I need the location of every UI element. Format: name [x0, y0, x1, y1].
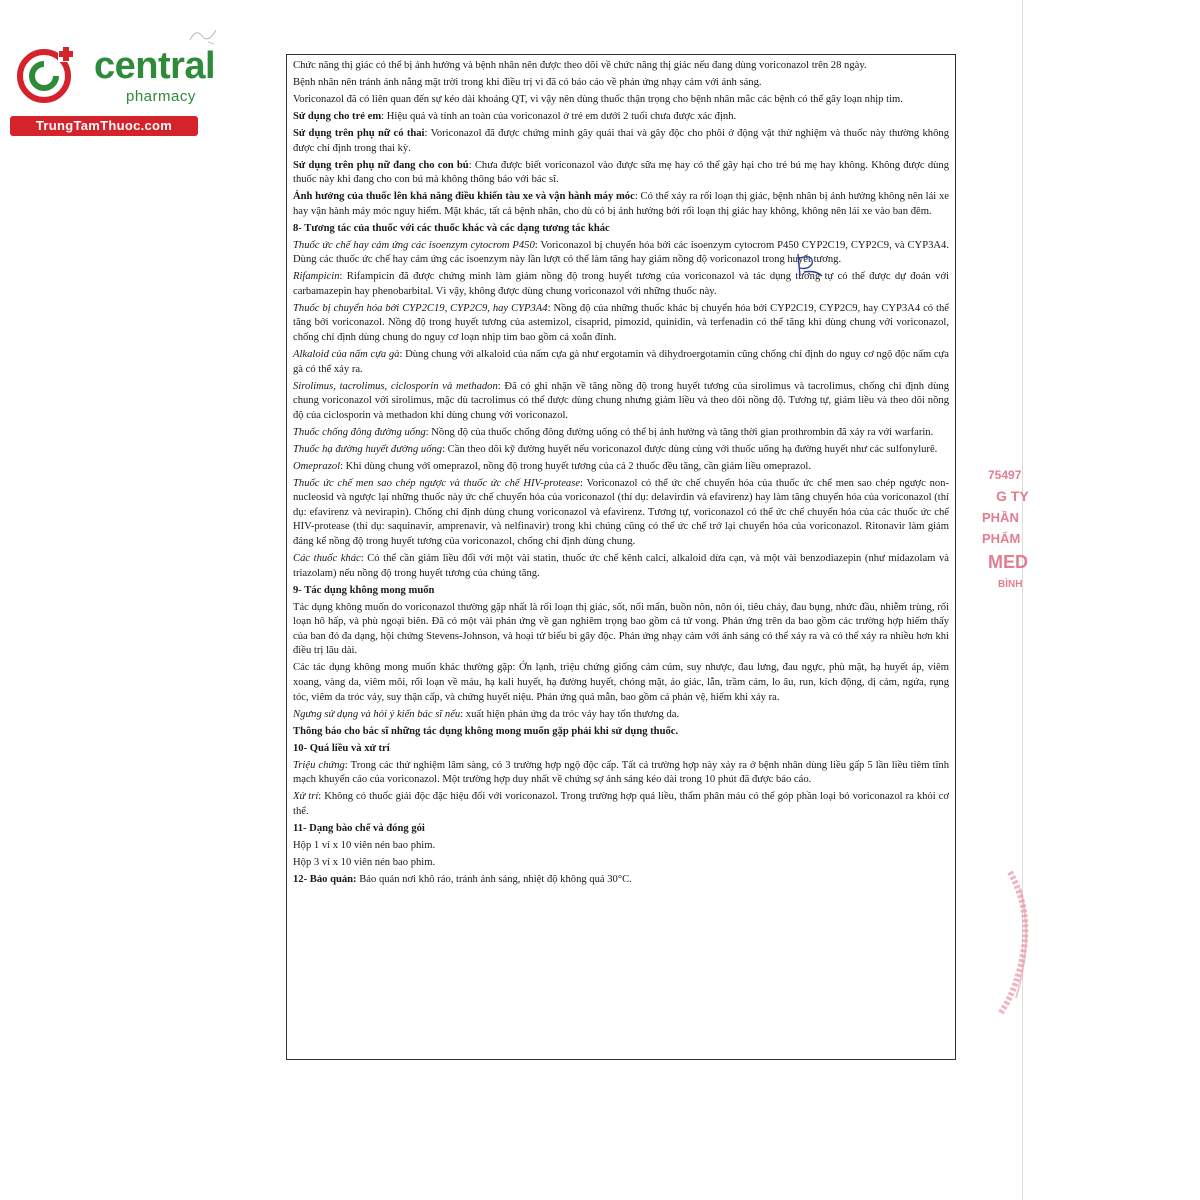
paragraph [293, 661, 949, 705]
paragraph-text: Bệnh nhân nên tránh ánh nắng mặt trời trong khi điều trị vì đã có báo cáo về phản ứng nhạy cảm với ánh sáng. [293, 76, 762, 88]
paragraph-text: : Voriconazol đã được chứng minh gây quái thai và gây độc cho phôi ở động vật thử nghiệm và thuốc này thường không được chỉ định trong thai kỳ. [293, 127, 949, 154]
section-heading: 11- Dạng bào chế và đóng gói [293, 822, 425, 834]
paragraph-lead: 12- Bảo quản: [293, 873, 357, 885]
paragraph-text: Voriconazol đã có liên quan đến sự kéo dài khoảng QT, vì vậy nên dùng thuốc thận trọng cho bệnh nhân mắc các bệnh có thể gây loạn nhịp tim. [293, 93, 903, 105]
stamp-text: G TY [996, 488, 1029, 504]
paragraph [293, 873, 949, 888]
paragraph-text: Hộp 1 vỉ x 10 viên nén bao phim. [293, 839, 436, 851]
paragraph [293, 59, 949, 74]
paragraph [293, 348, 949, 377]
paragraph-text: : Nồng độ của những thuốc khác bị chuyển hóa bởi CYP2C19, CYP2C9, hay CYP3A4 có thể tăng bởi voriconazol. Nồng độ trong huyết tương của astemizol, cisaprid, pimozid, quinidin, và terfenadin có thể tăng khi dùng chung với voriconazol, chống chỉ định dùng chung do nguy cơ loạn nhịp tim bao gồm cả xoắn đỉnh. [293, 302, 949, 343]
handwritten-signature-icon [790, 250, 830, 282]
paragraph-lead: Ngưng sử dụng và hỏi ý kiến bác sĩ nếu [293, 708, 461, 720]
paragraph-text: : Không có thuốc giải độc đặc hiệu đối với voriconazol. Trong trường hợp quá liều, thẩm phân máu có thể góp phần loại bỏ voriconazol ra khỏi cơ thể. [293, 791, 949, 817]
paragraph-lead: Thuốc ức chế hay cảm ứng các isoenzym cytocrom P450 [293, 239, 535, 251]
section-heading: 8- Tương tác của thuốc với các thuốc khác và các dạng tương tác khác [293, 222, 610, 234]
paragraph-lead: Thuốc bị chuyển hóa bởi CYP2C19, CYP2C9, hay CYP3A4 [293, 302, 548, 314]
stamp-text: PHẦN [982, 510, 1019, 525]
paragraph [293, 460, 949, 475]
paragraph-text: : Chưa được biết voriconazol vào được sữa mẹ hay có thể gây hại cho trẻ bú mẹ hay không. Không được dùng thuốc này khi đang cho con bú mà không thông báo với bác sĩ. [293, 159, 950, 186]
company-stamp [978, 468, 1038, 628]
pharmacy-cross-logo-icon [14, 44, 76, 106]
paragraph-text: : Dùng chung với alkaloid của nấm cựa gà như ergotamin và dihydroergotamin cũng chống chỉ định do nguy cơ ngộ độc nấm cựa gà có thể xảy ra. [293, 348, 949, 375]
paragraph-text: : Đã có ghi nhận về tăng nồng độ trong huyết tương của sirolimus và tacrolimus, chống chỉ định dùng chung voriconazol với sirolimus, mặc dù tacrolimus có thể được dùng chung nhưng giảm liều và theo dõi nồng độ. Tương tự, giảm liều và theo dõi nồng độ của ciclosporin và methadon khi dùng chung với voriconazol. [293, 380, 949, 421]
paragraph-text: : Cần theo dõi kỹ đường huyết nếu voriconazol được dùng cùng với thuốc uống hạ đường huyết như các sulfonylurê. [442, 443, 938, 455]
paragraph [293, 380, 949, 424]
logo-website-banner: TrungTamThuoc.com [10, 116, 198, 136]
paragraph-text: : Rifampicin đã được chứng minh làm giảm nồng độ trong huyết tương của voriconazol và tác dụng tương tự có thể được dự đoán với carbamazepin hay phenobarbital. Vì vậy, không được dùng chung voriconazol với những thuốc này. [293, 271, 949, 297]
paragraph [293, 759, 949, 788]
paragraph [293, 159, 949, 188]
paragraph-lead: Thuốc chống đông đường uống [293, 426, 426, 438]
paragraph-text: : Trong các thử nghiệm lâm sàng, có 3 trường hợp ngộ độc cấp. Tất cả trường hợp này xảy ra ở bệnh nhân dùng liều gấp 5 lần liều tiêm tĩnh mạch khuyến cáo của voriconazol. Một trường hợp duy nhất về chứng sợ ánh sáng kéo dài trong 10 phút đã được báo cáo. [293, 759, 949, 786]
paragraph [293, 270, 949, 299]
paragraph [293, 239, 949, 268]
stamp-text: PHẨM [982, 531, 1021, 546]
paragraph-lead: Các thuốc khác [293, 553, 361, 565]
paragraph [293, 552, 949, 581]
paragraph [293, 190, 949, 219]
paragraph-text: : Có thể cần giảm liều đối với một vài statin, thuốc ức chế kênh calci, alkaloid dừa cạn, và một vài benzodiazepin (như midazolam và triazolam) nếu nồng độ trong huyết tương của chúng tăng. [293, 553, 949, 579]
document-text-box [286, 54, 956, 1060]
paragraph-lead: Rifampicin [293, 271, 340, 283]
paragraph-text: : Có thể xảy ra rối loạn thị giác, bệnh nhân bị ảnh hưởng không nên lái xe hay vận hành máy móc nguy hiểm. Mặt khác, tất cả bệnh nhân, cho dù có bị ảnh hưởng bởi rối loạn thị giác hay không, không nên lái xe vào ban đêm. [293, 191, 949, 217]
section-heading: 10- Quá liều và xử trí [293, 742, 390, 754]
paragraph [293, 76, 949, 91]
paragraph-lead: Thuốc ức chế men sao chép ngược và thuốc ức chế HIV-protease [293, 477, 581, 489]
paragraph-text: : xuất hiện phản ứng da tróc vảy hay tổn thương da. [460, 708, 680, 720]
paragraph-text: : Khi dùng chung với omeprazol, nồng độ trong huyết tương của cả 2 thuốc đều tăng, cần giảm liều omeprazol. [340, 460, 811, 472]
section-heading: 9- Tác dụng không mong muốn [293, 584, 435, 596]
paragraph-lead: Sử dụng cho trẻ em [293, 110, 382, 122]
paragraph [293, 110, 949, 125]
paragraph [293, 601, 949, 659]
paragraph-text: Chức năng thị giác có thể bị ảnh hưởng và bệnh nhân nên được theo dõi về chức năng thị giác nếu đang dùng voriconazol trên 28 ngày. [293, 60, 867, 71]
paragraph-text: : Voriconazol có thể ức chế chuyển hóa của thuốc ức chế men sao chép ngược non-nucleosid và ngược lại những thuốc này ức chế chuyển hóa của voriconazol (thí dụ: delavirdin và efavirenz) hay làm tăng chuyển hóa của voriconazol (thí dụ: efavirenz và nevirapin). Chống chỉ định dùng chung voriconazol và efavirenz. Tương tự, voriconazol có thể ức chế chuyển hóa của các thuốc ức chế HIV-protease (thí dụ: saquinavir, amprenavir, và nelfinavir) trong khi chúng cũng có thể ức chế trở lại chuyển hóa của voriconazol. Ritonavir làm giảm đáng kể nồng độ trong huyết tương của voriconazol, chống chỉ định dùng chung. [293, 477, 949, 548]
logo-subtitle: pharmacy [126, 88, 196, 105]
paragraph-lead: Sử dụng trên phụ nữ có thai [293, 127, 425, 139]
paragraph-text: : Voriconazol bị chuyển hóa bởi các isoenzym cytocrom P450 CYP2C19, CYP2C9, và CYP3A4. Dùng các thuốc ức chế hay cảm ứng các isoenzym này lần lượt có thể làm tăng hay giảm nồng độ voriconazol trong huyết tương. [293, 239, 949, 266]
stamp-fragment-icon [990, 868, 1030, 1018]
paragraph-text: Bảo quản nơi khô ráo, tránh ánh sáng, nhiệt độ không quá 30°C. [356, 873, 632, 885]
stamp-text: MED [988, 552, 1028, 572]
paragraph-lead: Alkaloid của nấm cựa gà [293, 348, 400, 360]
paragraph [293, 426, 949, 441]
paragraph-text: Các tác dụng không mong muốn khác thường gặp: Ớn lạnh, triệu chứng giống cảm cúm, suy nhược, đau lưng, đau ngực, phù mặt, hạ huyết áp, viêm xoang, vàng da, viêm môi, rối loạn về máu, hạ kali huyết, hạ đường huyết, chóng mặt, ảo giác, lẫn, trầm cảm, lo âu, run, kích động, dị cảm, ngứa, rụng tóc, viêm da tróc vảy, suy thận cấp, và chứng huyết niệu. Phản ứng quá mẫn, bao gồm cả phản vệ, hiếm khi xảy ra. [293, 662, 949, 703]
central-pharmacy-logo[interactable] [10, 36, 220, 136]
section-heading: Thông báo cho bác sĩ những tác dụng không mong muốn gặp phải khi sử dụng thuốc. [293, 725, 679, 737]
paragraph [293, 839, 949, 854]
paragraph-lead: Ảnh hưởng của thuốc lên khả năng điều khiển tàu xe và vận hành máy móc [293, 191, 635, 203]
paragraph-lead: Xử trí [293, 791, 319, 803]
paragraph [293, 856, 949, 871]
paragraph [293, 127, 949, 156]
paragraph-lead: Triệu chứng [293, 759, 345, 771]
paragraph-lead: Thuốc hạ đường huyết đường uống [293, 443, 443, 455]
paragraph-text: : Hiệu quả và tính an toàn của voriconazol ở trẻ em dưới 2 tuổi chưa được xác định. [381, 110, 737, 122]
stamp-text: BÌNH [998, 579, 1023, 590]
paragraph [293, 93, 949, 108]
stamp-text: 75497 [988, 468, 1022, 482]
paragraph [293, 443, 949, 458]
paragraph-text: Tác dụng không muốn do voriconazol thường gặp nhất là rối loạn thị giác, sốt, nổi mẩn, buồn nôn, nôn ói, tiêu chảy, đau bụng, nhức đầu, nhiễm trùng, rối loạn hô hấp, và phù ngoại biên. Đã có một vài phản ứng về gan nghiêm trọng bao gồm cả tử vong. Phản ứng trên da bao gồm các trường hợp hiếm thấy của ban đỏ đa dạng, hội chứng Stevens-Johnson, và hoại tử biểu bì gây độc. Phản ứng nhạy cảm với ánh sáng có thể xảy ra và có thể xảy ra nhiều hơn khi điều trị lâu dài. [293, 601, 949, 657]
paragraph [293, 790, 949, 819]
logo-name: central [94, 45, 216, 87]
paragraph [293, 477, 949, 550]
paragraph-lead: Omeprazol [293, 460, 341, 472]
paragraph-text: : Nồng độ của thuốc chống đông đường uống có thể bị ảnh hưởng và tăng thời gian prothrombin đã xảy ra với warfarin. [425, 426, 934, 438]
paragraph [293, 302, 949, 346]
paragraph-lead: Sirolimus, tacrolimus, ciclosporin và methadon [293, 380, 498, 392]
paragraph [293, 708, 949, 723]
paragraph-lead: Sử dụng trên phụ nữ đang cho con bú [293, 159, 469, 171]
paragraph-text: Hộp 3 vỉ x 10 viên nén bao phim. [293, 856, 436, 868]
